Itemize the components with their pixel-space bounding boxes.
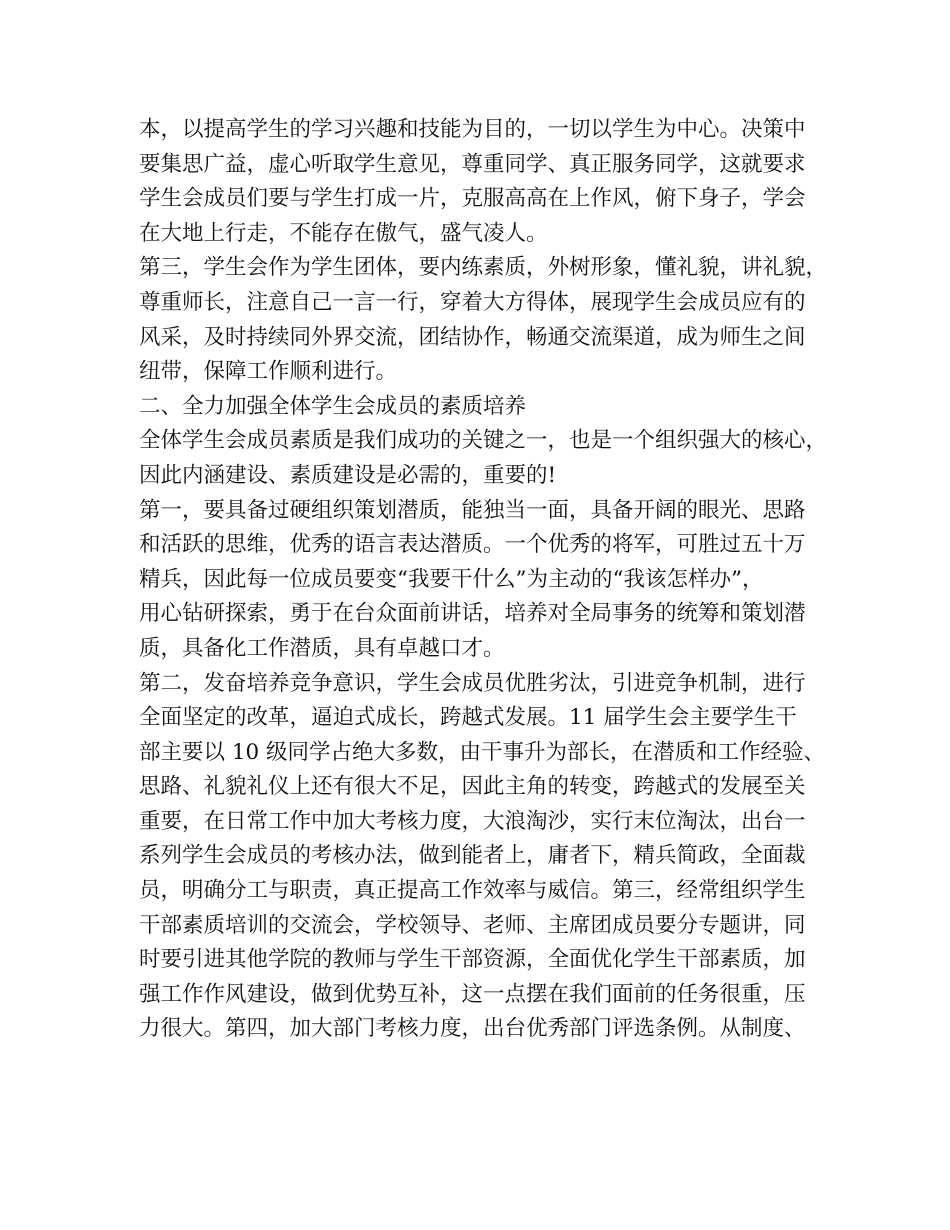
text-line: 精兵，因此每一位成员要变“我要干什么”为主动的“我该怎样办”， (139, 566, 764, 592)
text-line: 第二，发奋培养竞争意识，学生会成员优胜劣汰，引进竞争机制，进行 (139, 670, 806, 696)
text-line: 思路、礼貌礼仪上还有很大不足，因此主角的转变，跨越式的发展至关 (139, 774, 806, 800)
text-line: 要集思广益，虚心听取学生意见，尊重同学、真正服务同学，这就要求 (139, 151, 806, 177)
text-line: 第三，学生会作为学生团体，要内练素质，外树形象，懂礼貌，讲礼貌， (139, 255, 828, 281)
text-line: 重要，在日常工作中加大考核力度，大浪淘沙，实行末位淘汰，出台一 (139, 808, 806, 834)
text-line: 因此内涵建设、素质建设是必需的，重要的! (139, 462, 557, 488)
section-heading: 二、全力加强全体学生会成员的素质培养 (139, 393, 527, 419)
text-line: 力很大。第四，加大部门考核力度，出台优秀部门评选条例。从制度、 (139, 1016, 806, 1042)
text-line: 和活跃的思维，优秀的语言表达潜质。一个优秀的将军，可胜过五十万 (139, 532, 806, 558)
text-line: 员，明确分工与职责，真正提高工作效率与威信。第三，经常组织学生 (139, 878, 806, 904)
text-line: 在大地上行走，不能存在傲气，盛气凌人。 (139, 220, 548, 246)
text-line: 部主要以 10 级同学占绝大多数，由干事升为部长，在潜质和工作经验、 (139, 739, 826, 765)
text-line: 纽带，保障工作顺利进行。 (139, 359, 398, 385)
text-line: 第一，要具备过硬组织策划潜质，能独当一面，具备开阔的眼光、思路 (139, 497, 806, 523)
text-line: 质，具备化工作潜质，具有卓越口才。 (139, 635, 505, 661)
text-line: 学生会成员们要与学生打成一片，克服高高在上作风，俯下身子，学会 (139, 186, 806, 212)
text-line: 风采，及时持续同外界交流，团结协作，畅通交流渠道，成为师生之间 (139, 324, 806, 350)
text-line: 干部素质培训的交流会，学校领导、老师、主席团成员要分专题讲，同 (139, 912, 806, 938)
text-line: 本，以提高学生的学习兴趣和技能为目的，一切以学生为中心。决策中 (139, 117, 806, 142)
text-line: 全面坚定的改革，逼迫式成长，跨越式发展。11 届学生会主要学生干 (139, 705, 797, 731)
text-line: 用心钻研探索，勇于在台众面前讲话，培养对全局事务的统筹和策划潜 (139, 601, 806, 627)
text-line: 尊重师长，注意自己一言一行，穿着大方得体，展现学生会成员应有的 (139, 289, 806, 315)
text-line: 强工作作风建设，做到优势互补，这一点摆在我们面前的任务很重，压 (139, 981, 806, 1007)
body-text (139, 113, 839, 1047)
text-line: 系列学生会成员的考核办法，做到能者上，庸者下，精兵简政，全面裁 (139, 843, 806, 869)
text-line: 全体学生会成员素质是我们成功的关键之一，也是一个组织强大的核心， (139, 428, 828, 454)
text-line: 时要引进其他学院的教师与学生干部资源，全面优化学生干部素质，加 (139, 947, 806, 973)
